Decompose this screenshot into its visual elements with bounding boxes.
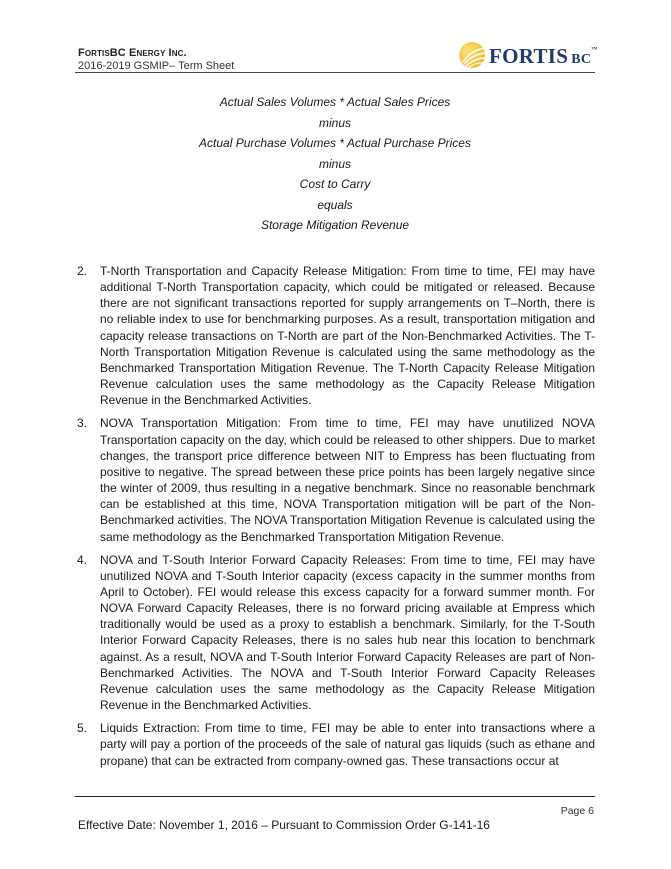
sunburst-logo-icon	[457, 40, 487, 70]
list-item-number: 4.	[77, 552, 88, 567]
page-number: Page 6	[560, 805, 594, 817]
list-item	[75, 720, 595, 768]
logo-bc: BC	[571, 52, 592, 67]
list-item	[75, 552, 595, 714]
trademark-mark: ™	[591, 47, 598, 53]
formula-line: Cost to Carry	[299, 177, 371, 191]
numbered-list	[75, 263, 595, 776]
document-subtitle: 2016-2019 GSMIP– Term Sheet	[78, 60, 235, 72]
formula-line: minus	[318, 156, 351, 171]
list-item-text: NOVA Transportation Mitigation: From time to time, FEI may have unutilized NOVA Transportation capacity on the day, which could be released to other shippers. Due to market changes, the transport price difference between NIT to Empress has been fluctuating from positive to negative. The spread between these price points has been largely negative since the winter of 2009, thus resulting in a negative benchmark. Since no reasonable benchmark can be established at this time, NOVA Transportation mitigation will be part of the Non-Benchmarked activities. The NOVA Transportation Mitigation Revenue is calculated using the same methodology as the Benchmarked Transportation Mitigation Revenue.	[100, 416, 595, 544]
list-item-number: 5.	[77, 721, 88, 736]
header-divider	[75, 72, 595, 73]
effective-date: Effective Date: November 1, 2016 – Pursuant to Commission Order G-141-16	[78, 818, 490, 832]
logo-fortis: FORTIS	[489, 44, 569, 68]
formula-line: Storage Mitigation Revenue	[260, 218, 410, 232]
fortisbc-logo	[457, 38, 607, 72]
list-item	[75, 263, 595, 408]
formula-line: equals	[317, 197, 353, 212]
formula-line: Actual Purchase Volumes * Actual Purchase Prices	[199, 136, 471, 150]
list-item-number: 3.	[77, 416, 88, 431]
list-item-text: Liquids Extraction: From time to time, FEI may be able to enter into transactions where a party will pay a portion of the proceeds of the sale of natural gas liquids (such as ethane and propane) that can be extracted from company-owned gas. These transactions occur at	[100, 721, 595, 768]
list-item-text: NOVA and T-South Interior Forward Capacity Releases: From time to time, FEI may have unutilized NOVA and T-South Interior capacity (excess capacity in the summer months from April to October). FEI would release this excess capacity for a forward summer month. For NOVA Forward Capacity Releases, there is no forward pricing available at Empress which traditionally would be used as a proxy to establish a benchmark. Similarly, for the T-South Interior Forward Capacity Releases, there is no sales hub near this location to benchmark against. As a result, NOVA and T-South Interior Forward Capacity Releases are part of Non-Benchmarked Activities. The NOVA and T-South Interior Forward Capacity Releases Revenue calculation uses the same methodology as the Capacity Release Mitigation Revenue in the Benchmarked Activities.	[100, 552, 595, 713]
formula-line: minus	[318, 115, 351, 130]
logo-wordmark	[489, 44, 598, 69]
company-name: FortisBC Energy Inc.	[78, 47, 187, 59]
list-item-number: 2.	[77, 264, 88, 278]
list-item	[75, 415, 595, 544]
footer-divider	[75, 796, 595, 797]
list-item-text: T-North Transportation and Capacity Release Mitigation: From time to time, FEI may have additional T-North Transportation capacity, which could be mitigated or released. Because there are not significant transactions reported for supply arrangements on T–North, there is no reliable index to use for benchmarking purposes. As a result, transportation mitigation and capacity release transactions on T-North are part of the Non-Benchmarked Activities. The T-North Transportation Mitigation Revenue is calculated using the same methodology as the Benchmarked Transportation Mitigation Revenue. The T-North Capacity Release Mitigation Revenue calculation uses the same methodology as the Capacity Release Mitigation Revenue in the Benchmarked Activities.	[100, 264, 595, 408]
formula-line: Actual Sales Volumes * Actual Sales Prices	[219, 95, 451, 109]
storage-mitigation-formula	[75, 92, 595, 236]
